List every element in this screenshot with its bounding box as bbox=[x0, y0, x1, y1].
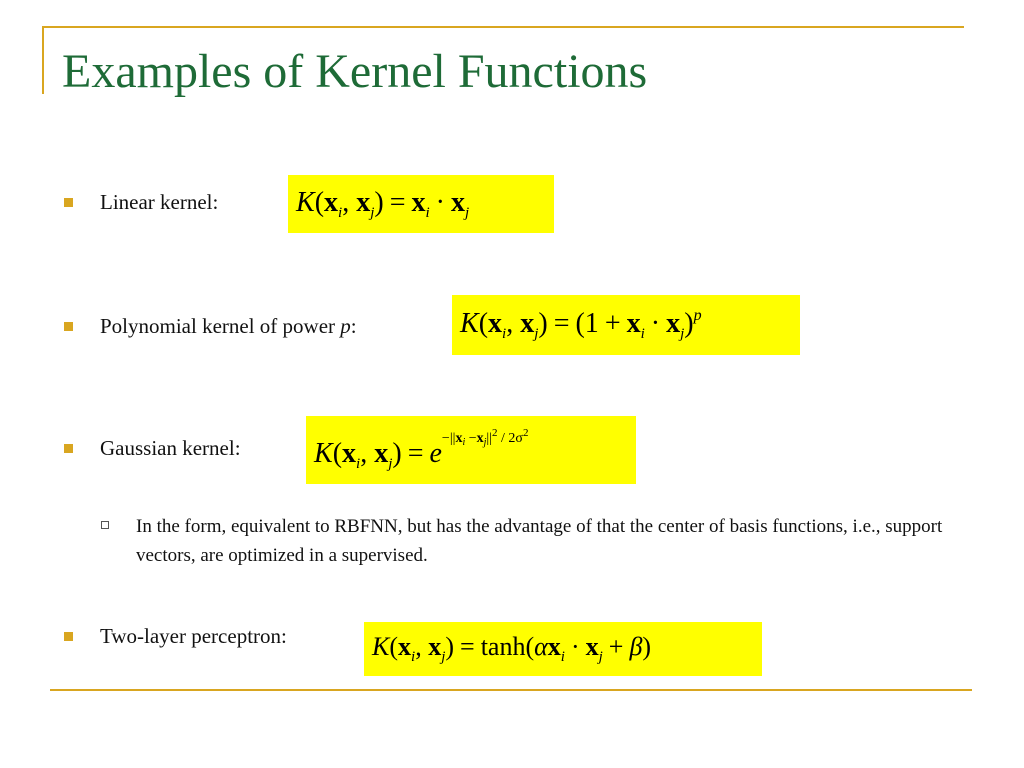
top-rule bbox=[42, 26, 964, 28]
linear-kernel-formula: $K(x_i$, $x_j) = x_i \cdot x_j$ bbox=[288, 175, 554, 233]
polynomial-kernel-label bbox=[100, 314, 357, 339]
polynomial-label-tail: : bbox=[350, 314, 357, 338]
left-rule bbox=[42, 26, 44, 94]
slide-title: Examples of Kernel Functions bbox=[62, 45, 648, 98]
bottom-rule bbox=[50, 689, 972, 691]
perceptron-label: Two-layer perceptron: bbox=[100, 624, 287, 648]
bullet-marker bbox=[64, 444, 73, 453]
sub-bullet-marker bbox=[101, 521, 109, 529]
gaussian-kernel-formula: $K(x_i$, $x_j) = e^{-||x_i -x_j||^2 / 2\sigma^2}$ bbox=[306, 416, 636, 484]
bullet-marker bbox=[64, 632, 73, 641]
bullet-marker bbox=[64, 322, 73, 331]
gaussian-kernel-label: Gaussian kernel: bbox=[100, 436, 241, 460]
polynomial-label-var: p bbox=[340, 314, 351, 338]
polynomial-kernel-formula: $K(x_i$, $x_j) = (1 + x_i \cdot x_j)^p$ bbox=[452, 295, 800, 355]
polynomial-label-text: Polynomial kernel of power bbox=[100, 314, 341, 338]
linear-kernel-label: Linear kernel: bbox=[100, 190, 219, 214]
gaussian-note: In the form, equivalent to RBFNN, but has the advantage of that the center of basis functions, i.e., support vectors, are optimized in a supervised. bbox=[136, 516, 943, 566]
perceptron-kernel-formula: $K(x_i$, $x_j) = \tanh(\alpha x_i \cdot x_j + \beta)$ bbox=[364, 622, 762, 676]
bullet-marker bbox=[64, 198, 73, 207]
